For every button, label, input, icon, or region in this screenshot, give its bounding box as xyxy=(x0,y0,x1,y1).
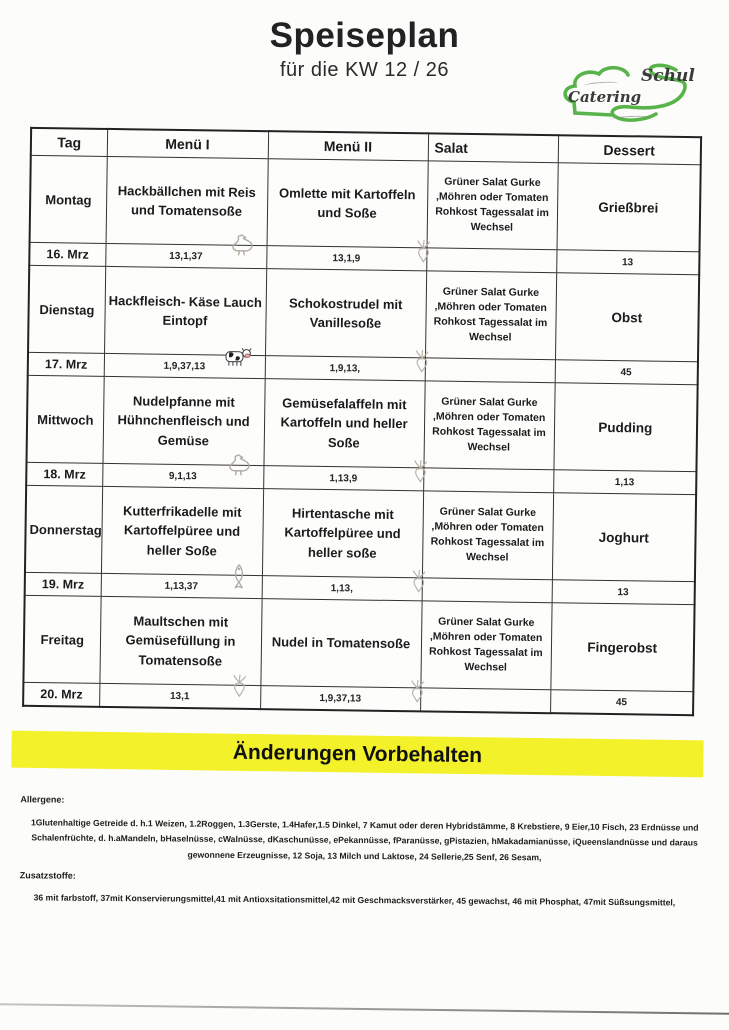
menu2-cell xyxy=(262,489,423,578)
menu2-cell xyxy=(265,269,426,358)
day-name: Freitag xyxy=(23,595,100,683)
dessert-text: Grießbrei xyxy=(557,163,701,252)
changes-reserved-banner: Änderungen Vorbehalten xyxy=(11,731,703,778)
menu1-cell xyxy=(102,376,264,465)
salat-allergens-empty xyxy=(420,688,550,713)
logo-text-catering: Catering xyxy=(568,88,642,106)
day-date: 20. Mrz xyxy=(23,682,99,707)
salat-allergens-empty xyxy=(423,468,553,493)
allergene-paragraph: 1Glutenhaltige Getreide d. h.1 Weizen, 1.2Roggen, 1.3Gerste, 1.4Hafer,1.5 Dinkel, 7 Kamut oder deren Hybridstämme, 8 Krebstiere, 9 Eier,10 Fisch, 23 Erdnüsse und Schalenfrüchte, d. h.aMandeln, bHaselnüsse, cWalnüsse, dKaschunüsse, ePekannüsse, fParanüsse, gPistazien, hMakadamianüsse, iQueenslandnüsse und daraus gewonnene Erzeugnisse, 12 Soja, 13 Milch und Laktose, 24 Sellerie,25 Senf, 26 Sesam, xyxy=(30,817,699,863)
menu2-allergens: 1,13,9 xyxy=(263,466,423,491)
table-row-wednesday xyxy=(26,375,697,471)
menu1-allergens: 1,13,37 xyxy=(101,573,262,598)
menu1-cell xyxy=(104,266,266,355)
allergen-footnotes xyxy=(20,794,710,911)
dessert-text: Pudding xyxy=(553,383,697,472)
menu2-allergens: 1,9,13, xyxy=(265,356,425,381)
day-date: 17. Mrz xyxy=(28,352,104,376)
day-name: Montag xyxy=(30,155,107,243)
col-header-dessert: Dessert xyxy=(558,135,701,164)
menu2-text: Gemüsefalaffeln mit Kartoffeln und heller Soße xyxy=(280,395,408,451)
menu1-allergens: 1,9,37,13 xyxy=(104,353,265,378)
salat-text: Grüner Salat Gurke ,Möhren oder Tomaten Rohkost Tagessalat im Wechsel xyxy=(420,601,551,690)
day-date: 18. Mrz xyxy=(26,462,102,486)
table-row-friday xyxy=(23,595,694,691)
allergene-label: Allergene: xyxy=(20,794,65,805)
menu2-cell xyxy=(267,159,428,248)
menu1-text: Hackfleisch- Käse Lauch Eintopf xyxy=(108,292,262,329)
salat-text: Grüner Salat Gurke ,Möhren oder Tomaten Rohkost Tagessalat im Wechsel xyxy=(423,381,554,470)
menu1-allergens: 13,1,37 xyxy=(105,243,266,268)
menu2-cell xyxy=(260,599,421,688)
scan-artifact-line xyxy=(0,1003,729,1015)
menu1-cell xyxy=(106,156,268,245)
menu1-text: Kutterfrikadelle mit Kartoffelpüree und heller Soße xyxy=(122,502,242,559)
table-row-tuesday xyxy=(28,265,699,361)
catering-school-logo xyxy=(558,58,718,133)
page-title: Speiseplan xyxy=(269,16,460,55)
menu2-text: Omlette mit Kartoffeln und Soße xyxy=(278,184,416,221)
logo-text-schul: Schul xyxy=(641,66,695,86)
dessert-allergens: 45 xyxy=(555,360,698,385)
menu1-text: Hackbällchen mit Reis und Tomatensoße xyxy=(117,182,256,219)
day-name: Mittwoch xyxy=(26,375,103,463)
salat-text: Grüner Salat Gurke ,Möhren oder Tomaten Rohkost Tagessalat im Wechsel xyxy=(422,491,553,580)
day-date: 19. Mrz xyxy=(25,572,101,596)
menu1-text: Maultschen mit Gemüsefüllung in Tomatensoße xyxy=(125,613,236,669)
day-name: Donnerstag xyxy=(25,485,102,573)
day-date: 16. Mrz xyxy=(29,242,105,266)
menu1-allergens: 9,1,13 xyxy=(102,463,263,488)
col-header-menu2: Menü II xyxy=(268,131,428,161)
col-header-tag: Tag xyxy=(31,128,107,157)
menu1-text: Nudelpfanne mit Hühnchenfleisch und Gemüse xyxy=(117,393,250,449)
zusatzstoffe-paragraph: 36 mit farbstoff, 37mit Konservierungsmittel,41 mit Antioxsitationsmittel,42 mit Geschmacksverstärker, 45 gewachst, 46 mit Phosphat, 47mit Süßsungsmittel, xyxy=(33,892,676,908)
menu2-allergens: 1,9,37,13 xyxy=(260,686,420,712)
salat-allergens-empty xyxy=(426,248,556,273)
table-row-monday xyxy=(30,155,701,251)
menu2-cell xyxy=(263,379,424,468)
salat-allergens-empty xyxy=(422,578,552,603)
menu2-allergens: 13,1,9 xyxy=(266,246,426,271)
col-header-menu1: Menü I xyxy=(107,129,268,159)
meal-plan-table xyxy=(22,127,702,716)
day-name: Dienstag xyxy=(28,265,105,353)
salat-text: Grüner Salat Gurke ,Möhren oder Tomaten Rohkost Tagessalat im Wechsel xyxy=(425,271,556,360)
dessert-text: Obst xyxy=(555,273,699,362)
page-subtitle: für die KW 12 / 26 xyxy=(279,59,450,81)
dessert-text: Joghurt xyxy=(552,493,696,582)
zusatzstoffe-label: Zusatzstoffe: xyxy=(19,870,76,882)
menu1-cell xyxy=(101,486,263,575)
salat-text: Grüner Salat Gurke ,Möhren oder Tomaten Rohkost Tagessalat im Wechsel xyxy=(427,161,558,250)
menu2-allergens: 1,13, xyxy=(262,576,422,601)
dessert-allergens: 13 xyxy=(552,580,695,605)
table-row-thursday xyxy=(25,485,696,581)
dessert-text: Fingerobst xyxy=(550,603,694,692)
col-header-salat: Salat xyxy=(428,133,558,162)
menu2-text: Schokostrudel mit Vanillesoße xyxy=(288,294,403,331)
menu1-allergens: 13,1 xyxy=(99,683,260,709)
dessert-allergens: 45 xyxy=(550,690,693,715)
menu1-cell xyxy=(99,596,261,685)
menu2-text: Nudel in Tomatensoße xyxy=(271,634,411,652)
menu2-text: Hirtentasche mit Kartoffelpüree und heller soße xyxy=(284,505,401,561)
dessert-allergens: 13 xyxy=(556,250,699,275)
dessert-allergens: 1,13 xyxy=(553,470,696,495)
salat-allergens-empty xyxy=(425,358,555,383)
